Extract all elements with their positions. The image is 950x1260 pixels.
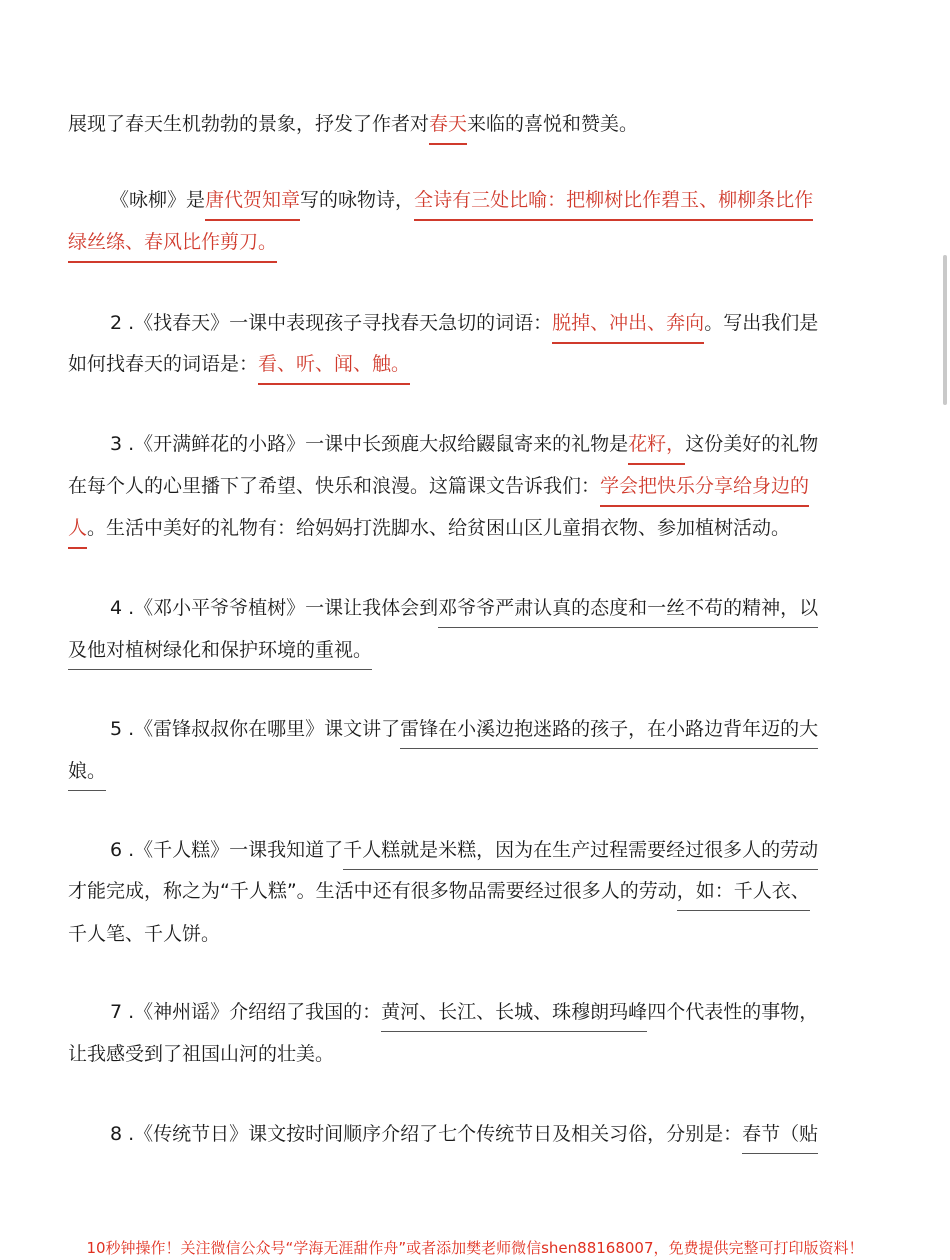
- answer-leifeng: 雷锋在小溪边抱迷路的孩子，在小路边背年迈的大: [400, 718, 818, 749]
- item5-line-2: [68, 757, 868, 785]
- item2-line-2: [68, 350, 868, 378]
- answer-metaphor-cont: 绿丝绦、春风比作剪刀。: [68, 231, 277, 263]
- item2-text: 2 .《找春天》一课中表现孩子寻找春天急切的词语：: [110, 312, 553, 334]
- item6-text-2: 才能完成，称之为“千人糕”。生活中还有很多物品需要经过很多人的劳动: [68, 880, 677, 902]
- answer-examples: ，如：千人衣、: [677, 880, 810, 911]
- answer-metaphor: 全诗有三处比喻：把柳树比作碧玉、柳柳条比作: [414, 189, 813, 221]
- item6-line-1: [68, 836, 910, 864]
- answer-dynasty: 唐代: [205, 189, 243, 221]
- answer-lesson: 学会把快乐分享给身边的: [600, 475, 809, 507]
- item4-line-2: [68, 636, 868, 664]
- item4-line-1: [68, 594, 910, 622]
- item5-line-1: [68, 715, 910, 743]
- item4-text: 4 .《邓小平爷爷植树》一课让我体会到: [110, 597, 439, 619]
- answer-spirit-cont: 及他对植树绿化和保护环境的重视。: [68, 639, 372, 670]
- item3-line-3: [68, 514, 868, 542]
- item5-text: 5 .《雷锋叔叔你在哪里》课文讲了: [110, 718, 401, 740]
- yongliu-line-2: [68, 228, 868, 256]
- item7-line-1: [68, 998, 910, 1026]
- item2-text-2: 如何找春天的词语是：: [68, 353, 259, 375]
- item6-text: 6 .《千人糕》一课我知道了: [110, 839, 344, 861]
- item8-line-1: [68, 1120, 910, 1148]
- item6-text-3: 千人笔、千人饼。: [68, 923, 221, 945]
- answer-qianrengao: 千人糕就是米糕，因为在生产过程需要经过很多人的劳动: [343, 839, 818, 870]
- yongliu-title: 《咏柳》是: [110, 189, 206, 211]
- item2-line-1: [68, 309, 910, 337]
- answer-poet: 贺知章: [243, 189, 300, 221]
- item2-text-end: 。写出我们是: [704, 312, 819, 334]
- yongliu-line-1: [68, 186, 910, 214]
- item3-text-end: 这份美好的礼物: [685, 433, 819, 455]
- item6-line-2: [68, 877, 868, 905]
- footer-banner: 10秒钟操作！关注微信公众号“学海无涯甜作舟”或者添加樊老师微信shen88168007，免费提供完整可打印版资料！: [86, 1239, 864, 1257]
- answer-leifeng-cont: 娘。: [68, 760, 106, 791]
- answer-spirit: 邓爷爷严肃认真的态度和一丝不苟的精神，以: [438, 597, 818, 628]
- answer-spring: 春天: [429, 113, 467, 145]
- answer-gift: 花籽，: [628, 433, 685, 465]
- item3-text-2: 在每个人的心里播下了希望、快乐和浪漫。这篇课文告诉我们：: [68, 475, 601, 497]
- item7-text: 7 .《神州谣》介绍绍了我国的：: [110, 1001, 382, 1023]
- intro-text: 展现了春天生机勃勃的景象，抒发了作者对: [68, 113, 430, 135]
- item7-text-end: 四个代表性的事物，: [647, 1001, 819, 1023]
- item3-line-2: [68, 472, 868, 500]
- item6-line-3: [68, 920, 868, 948]
- answer-urgent-words: 脱掉、冲出、奔向: [552, 312, 704, 344]
- item8-text: 8 .《传统节日》课文按时间顺序介绍了七个传统节日及相关习俗，分别是：: [110, 1123, 743, 1145]
- answer-landmarks: 黄河、长江、长城、珠穆朗玛峰: [381, 1001, 647, 1032]
- intro-line: [68, 110, 868, 138]
- intro-text-end: 来临的喜悦和赞美。: [467, 113, 639, 135]
- answer-senses: 看、听、闻、触。: [258, 353, 410, 385]
- item3-text: 3 .《开满鲜花的小路》一课中长颈鹿大叔给鼹鼠寄来的礼物是: [110, 433, 629, 455]
- vertical-scrollbar[interactable]: [943, 255, 947, 405]
- answer-festivals: 春节（贴: [742, 1123, 818, 1154]
- answer-lesson-cont: 人: [68, 517, 87, 549]
- item3-text-3: 。生活中美好的礼物有：给妈妈打洗脚水、给贫困山区儿童捐衣物、参加植树活动。: [87, 517, 791, 539]
- item7-text-2: 让我感受到了祖国山河的壮美。: [68, 1043, 335, 1065]
- item7-line-2: [68, 1040, 868, 1068]
- item3-line-1: [68, 430, 910, 458]
- yongliu-text: 写的咏物诗，: [300, 189, 415, 211]
